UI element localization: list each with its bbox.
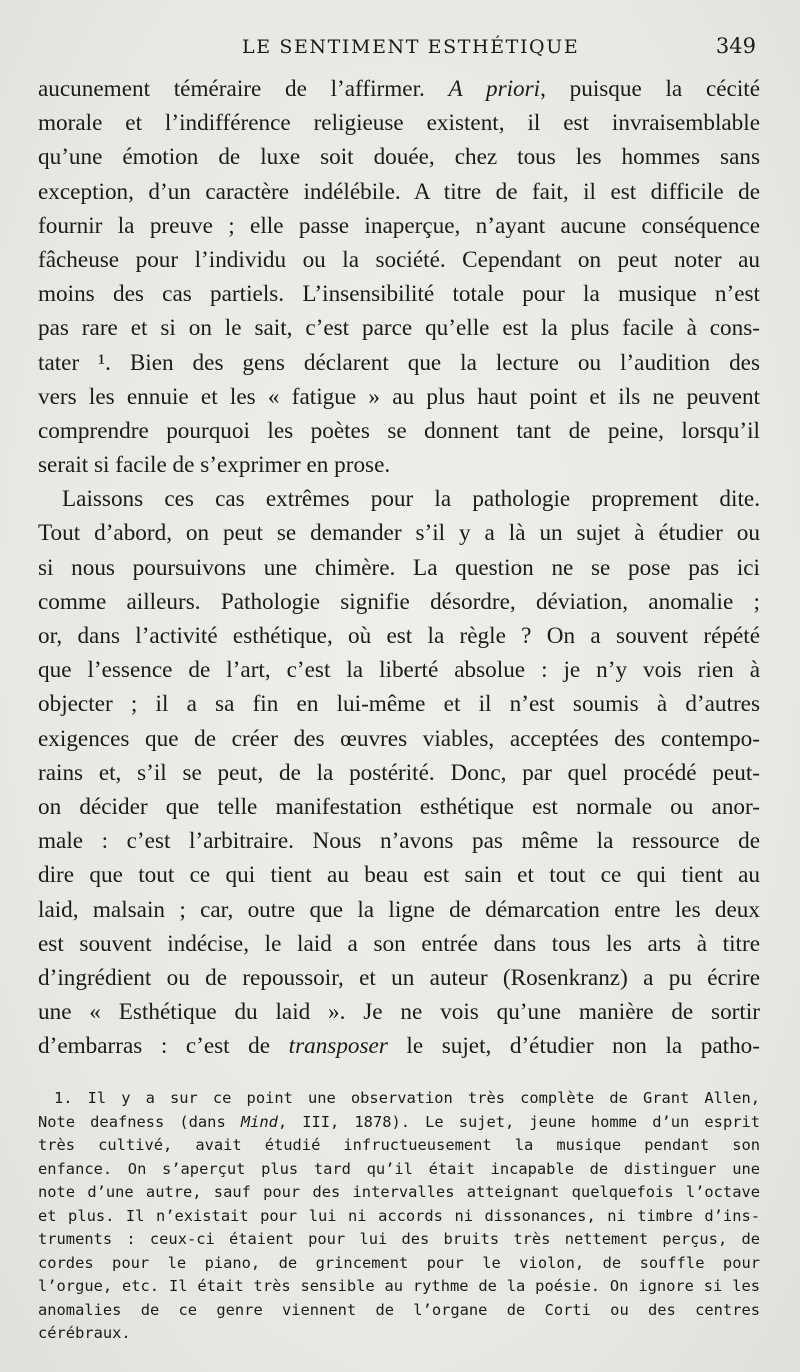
text-line: fournir la preuve ; elle passe inaperçue, n’ayant aucune conséquence <box>38 212 760 239</box>
text-line: comme ailleurs. Pathologie signifie désordre, déviation, anomalie ; <box>38 588 760 615</box>
body-text <box>38 72 760 1063</box>
text-line: dire que tout ce qui tient au beau est sain et tout ce qui tient au <box>38 862 760 889</box>
text-line: qu’une émotion de luxe soit douée, chez tous les hommes sans <box>38 144 760 171</box>
paragraph-end-line: serait si facile de s’exprimer en prose. <box>38 452 391 479</box>
footnote-line: 1. Il y a sur ce point une observation très complète de Grant Allen, <box>54 1089 760 1107</box>
footnote-line: anomalies de ce genre viennent de l’organe de Corti ou des centres <box>38 1300 760 1319</box>
footnote-line: truments : ceux-ci étaient pour lui des bruits très nettement perçus, de <box>38 1230 760 1248</box>
text-line: tater ¹. Bien des gens déclarent que la lecture ou l’audition des <box>38 349 760 376</box>
footnote-line: et plus. Il n’existait pour lui ni accords ni dissonances, ni timbre d’ins- <box>38 1206 760 1225</box>
text-line: aucunement téméraire de l’affirmer. A priori, puisque la cécité <box>38 76 760 102</box>
footnote-line: Note deafness (dans Mind, III, 1878). Le sujet, jeune homme d’un esprit <box>38 1112 761 1131</box>
footnote-line: enfance. On s’aperçut plus tard qu’il était incapable de distinguer une <box>38 1159 760 1178</box>
text-line: morale et l’indifférence religieuse existent, il est invraisemblable <box>38 110 760 137</box>
text-line: male : c’est l’arbitraire. Nous n’avons pas même la ressource de <box>38 828 760 855</box>
text-line: exigences que de créer des œuvres viables, acceptées des contempo- <box>38 725 760 752</box>
text-line: si nous poursuivons une chimère. La question ne se pose pas ici <box>38 554 760 581</box>
footnote-line: cérébraux. <box>38 1324 131 1342</box>
text-line: que l’essence de l’art, c’est la liberté absolue : je n’y vois rien à <box>38 657 760 684</box>
text-line: exception, d’un caractère indélébile. A titre de fait, il est difficile de <box>38 178 760 205</box>
text-line: comprendre pourquoi les poètes se donnent tant de peine, lorsqu’il <box>38 417 760 444</box>
footnote-line: l’orgue, etc. Il était très sensible au rythme de la poésie. On ignore si les <box>38 1277 760 1295</box>
text-line: moins des cas partiels. L’insensibilité totale pour la musique n’est <box>38 281 760 308</box>
running-title: LE SENTIMENT ESTHÉTIQUE <box>242 36 580 58</box>
italic-text: A priori <box>448 76 541 102</box>
text-line: est souvent indécise, le laid a son entrée dans tous les arts à titre <box>38 930 760 957</box>
text-line: d’embarras : c’est de transposer le sujet, d’étudier non la patho- <box>38 1033 760 1060</box>
page-number: 349 <box>715 34 756 58</box>
text-line: pas rare et si on le sait, c’est parce qu’elle est la plus facile à cons- <box>38 315 760 342</box>
text-line: rains et, s’il se peut, de la postérité. Donc, par quel procédé peut- <box>38 759 760 786</box>
footnote-line: très cultivé, avait étudié infructueusement la musique pendant son <box>38 1136 760 1154</box>
text-line: vers les ennuie et les « fatigue » au plus haut point et ils ne peuvent <box>38 383 760 410</box>
italic-text: transposer <box>288 1033 388 1060</box>
text-line: d’ingrédient ou de repoussoir, et un auteur (Rosenkranz) a pu écrire <box>38 964 760 991</box>
paragraph-start-line: Laissons ces cas extrêmes pour la pathologie proprement dite. <box>62 486 760 513</box>
text-line: objecter ; il a sa fin en lui-même et il n’est soumis à d’autres <box>38 691 760 718</box>
text-line: Tout d’abord, on peut se demander s’il y a là un sujet à étudier ou <box>38 520 760 547</box>
running-head <box>0 34 800 64</box>
footnote-line: cordes pour le piano, de grincement pour le violon, de souffle pour <box>38 1253 760 1272</box>
text-line: une « Esthétique du laid ». Je ne vois qu’une manière de sortir <box>38 999 760 1026</box>
text-line: laid, malsain ; car, outre que la ligne de démarcation entre les deux <box>38 896 760 923</box>
text-line: or, dans l’activité esthétique, où est la règle ? On a souvent répété <box>38 623 760 649</box>
italic-text: Mind <box>240 1112 278 1131</box>
footnote-line: note d’une autre, sauf pour des intervalles atteignant quelquefois l’octave <box>38 1183 760 1201</box>
footnotes <box>38 1087 760 1346</box>
text-line: fâcheuse pour l’individu ou la société. Cependant on peut noter au <box>38 246 760 273</box>
text-line: on décider que telle manifestation esthétique est normale ou anor- <box>38 793 760 820</box>
